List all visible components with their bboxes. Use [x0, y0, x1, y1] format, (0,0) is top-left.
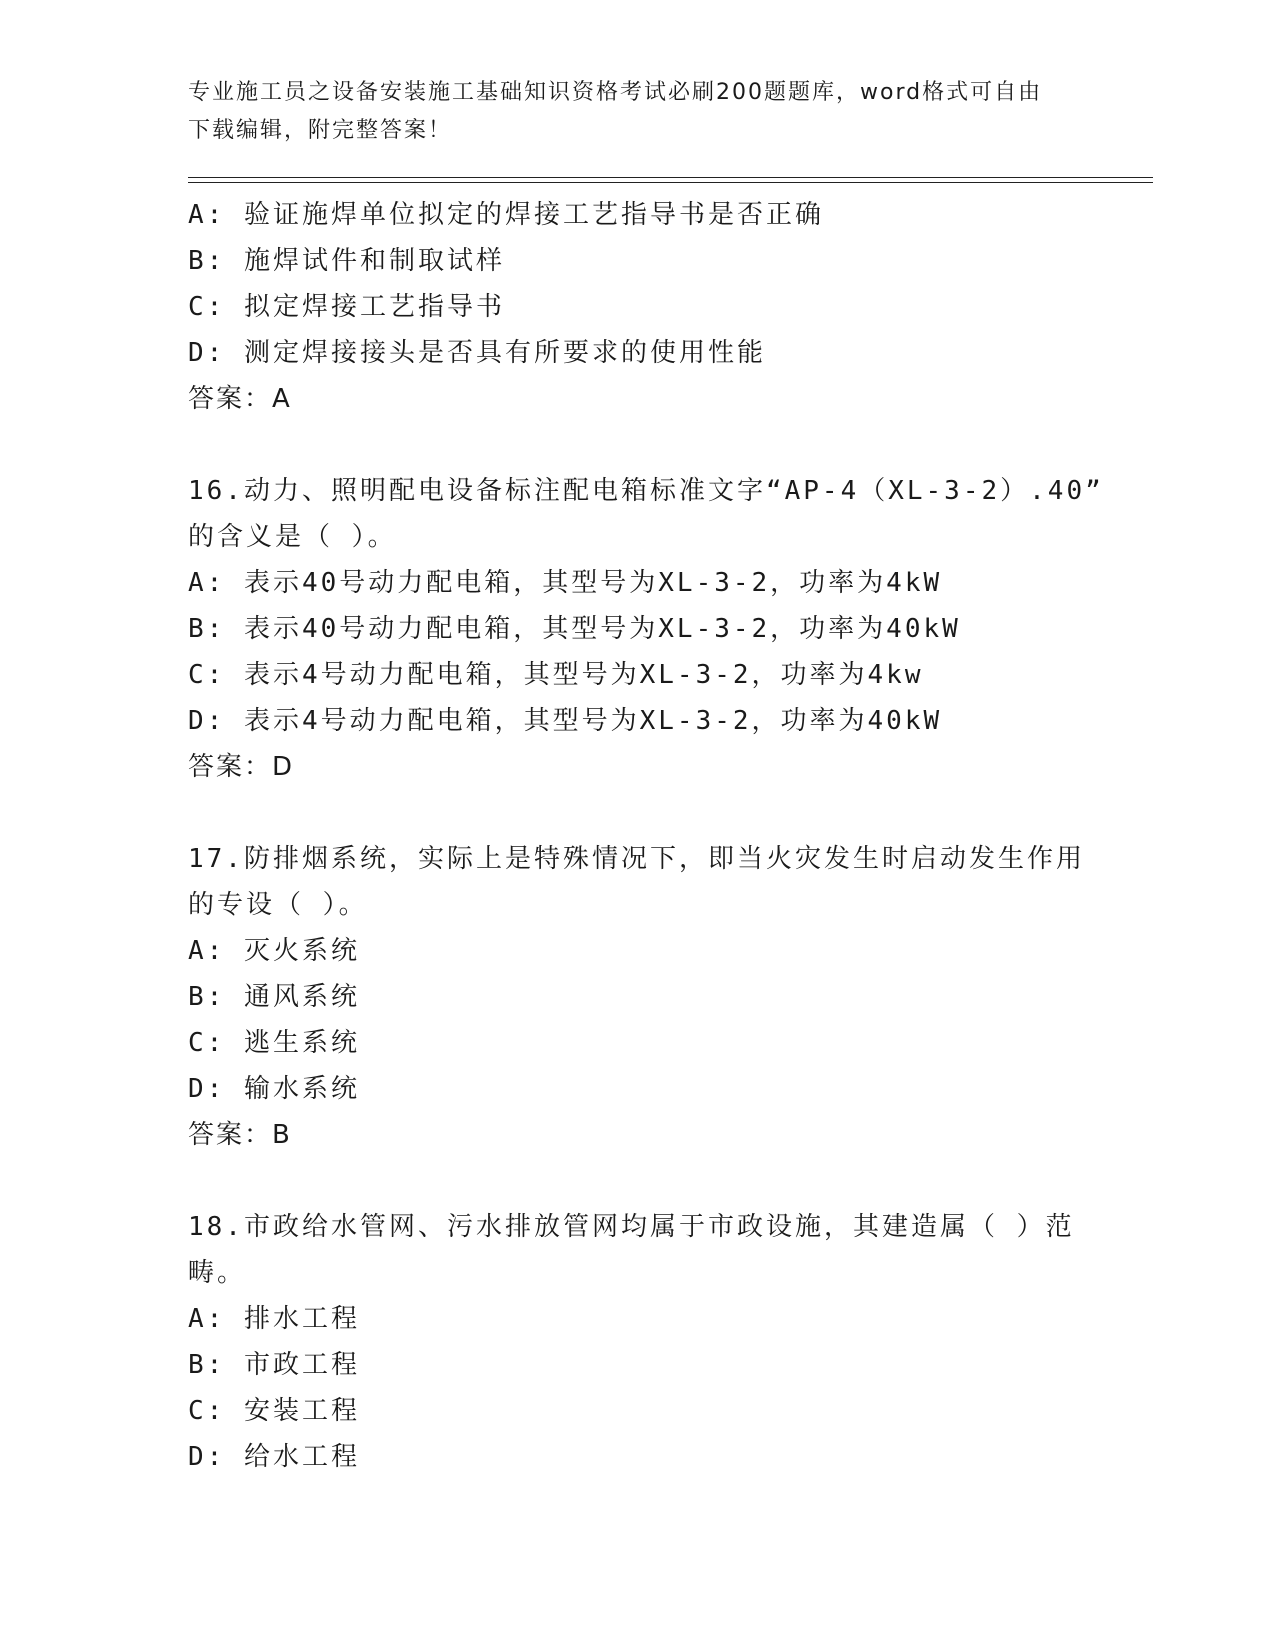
option-b: B: 通风系统 [188, 982, 360, 1012]
header-divider-bottom [188, 182, 1153, 183]
option-a: A: 表示40号动力配电箱，其型号为XL-3-2，功率为4kW [188, 568, 943, 598]
question-stem: 16.动力、照明配电设备标注配电箱标准文字“AP-4（XL-3-2）.40” [188, 476, 1104, 506]
question-stem-continued: 的专设（ ）。 [188, 890, 368, 920]
option-c: C: 安装工程 [188, 1396, 360, 1426]
header-divider-top [188, 177, 1153, 178]
question-stem: 18.市政给水管网、污水排放管网均属于市政设施，其建造属（ ）范 [188, 1212, 1075, 1242]
spacer [188, 422, 1088, 468]
question-list [188, 192, 1104, 1480]
option-b: B: 施焊试件和制取试样 [188, 246, 505, 276]
header-line-1: 专业施工员之设备安装施工基础知识资格考试必刷200题题库，word格式可自由 [188, 80, 1043, 105]
answer: 答案：B [188, 1120, 292, 1150]
question-16 [188, 468, 1104, 790]
option-c: C: 逃生系统 [188, 1028, 360, 1058]
option-c: C: 表示4号动力配电箱，其型号为XL-3-2，功率为4kw [188, 660, 924, 690]
question-15 [188, 192, 1088, 422]
question-stem-continued: 的含义是（ ）。 [188, 522, 397, 552]
header-line-2: 下载编辑，附完整答案！ [188, 118, 453, 143]
option-d: D: 测定焊接接头是否具有所要求的使用性能 [188, 338, 766, 368]
option-c: C: 拟定焊接工艺指导书 [188, 292, 505, 322]
question-stem: 17.防排烟系统，实际上是特殊情况下，即当火灾发生时启动发生作用 [188, 844, 1085, 874]
spacer [188, 1158, 1088, 1204]
option-a: A: 排水工程 [188, 1304, 360, 1334]
spacer [188, 790, 1088, 836]
option-a: A: 验证施焊单位拟定的焊接工艺指导书是否正确 [188, 200, 824, 230]
option-b: B: 市政工程 [188, 1350, 360, 1380]
question-18 [188, 1204, 1088, 1480]
option-d: D: 给水工程 [188, 1442, 360, 1472]
option-d: D: 输水系统 [188, 1074, 360, 1104]
question-17 [188, 836, 1088, 1158]
answer: 答案：A [188, 384, 292, 414]
question-stem-continued: 畴。 [188, 1258, 247, 1288]
answer: 答案：D [188, 752, 295, 782]
document-header [188, 74, 1068, 150]
option-a: A: 灭火系统 [188, 936, 360, 966]
option-b: B: 表示40号动力配电箱，其型号为XL-3-2，功率为40kW [188, 614, 961, 644]
option-d: D: 表示4号动力配电箱，其型号为XL-3-2，功率为40kW [188, 706, 943, 736]
